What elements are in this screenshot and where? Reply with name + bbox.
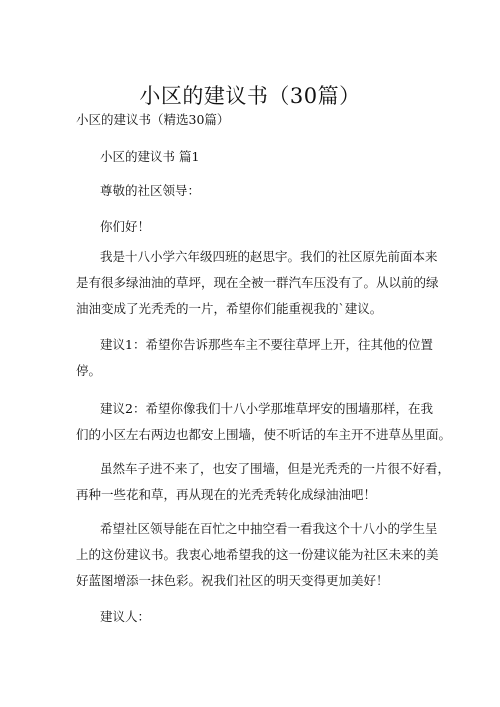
- paragraph-line: 建议2：希望你像我们十八小学那堆草坪安的围墙那样，在我: [100, 401, 433, 416]
- section-heading-text: 小区的建议书 篇1: [100, 149, 200, 164]
- paragraph-line: 建议1：希望你告诉那些车主不要往草坪上开，往其他的位置: [100, 337, 433, 352]
- paragraph-line: 上的这份建议书。我衷心地希望我的这一份建议能为社区未来的美: [76, 547, 439, 562]
- greeting: [100, 214, 470, 240]
- paragraph-4: [76, 456, 451, 508]
- paragraph-line: 再种一些花和草，再从现在的光秃秃转化成绿油油吧！: [76, 487, 377, 502]
- greeting-text: 你们好！: [100, 219, 151, 234]
- signature-text: 建议人：: [100, 609, 151, 624]
- paragraph-line: 希望社区领导能在百忙之中抽空看一看我这个十八小的学生呈: [100, 521, 438, 536]
- paragraph-3: [76, 396, 452, 448]
- salutation-text: 尊敬的社区领导：: [100, 183, 201, 198]
- paragraph-line: 我是十八小学六年级四班的赵思宇。我们的社区原先前面本来: [100, 249, 438, 264]
- paragraph-line: 是有很多绿油油的草坪，现在全被一群汽车压没有了。从以前的绿: [76, 275, 439, 290]
- paragraph-line: 好蓝图增添一抹色彩。祝我们社区的明天变得更加美好！: [76, 573, 389, 588]
- salutation: [100, 178, 470, 204]
- paragraph-1: [76, 244, 446, 322]
- paragraph-5: [76, 516, 446, 594]
- document-subtitle: 小区的建议书（精选30篇）: [76, 112, 230, 127]
- paragraph-line: 虽然车子进不来了，也安了围墙，但是光秃秃的一片很不好看，: [100, 461, 451, 476]
- document-title: 小区的建议书（30篇）: [139, 84, 361, 108]
- section-heading: [100, 144, 470, 170]
- paragraph-line: 油油变成了光秃秃的一片，希望你们能重视我的`建议。: [76, 301, 383, 316]
- paragraph-line: 停。: [76, 363, 102, 378]
- paragraph-line: 们的小区左右两边也都安上围墙，使不听话的车主开不进草丛里面。: [76, 427, 452, 442]
- signature: [100, 604, 470, 630]
- paragraph-2: [76, 332, 446, 384]
